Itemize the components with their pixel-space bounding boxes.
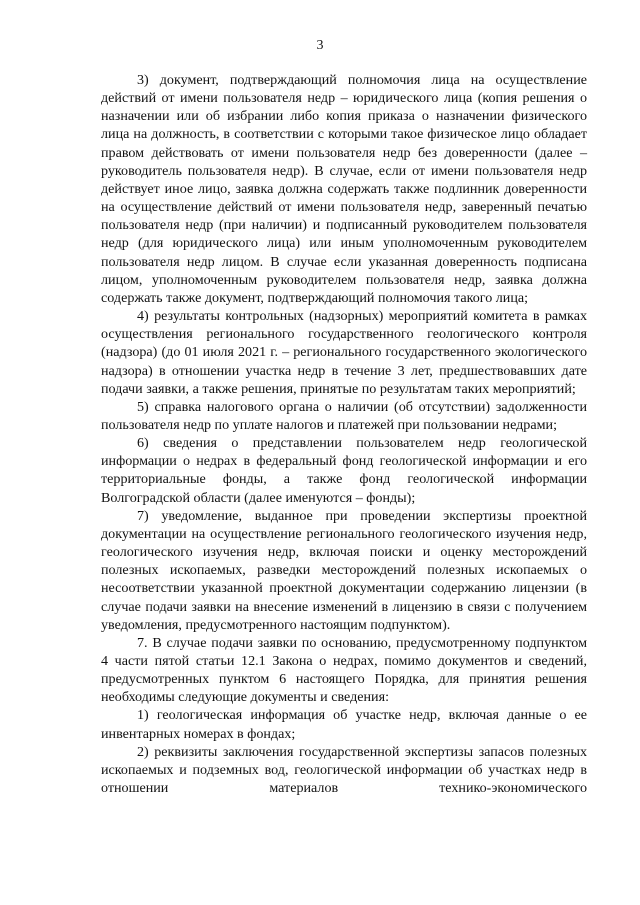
paragraph-clause-7: 7. В случае подачи заявки по основанию, предусмотренному подпунктом 4 части пятой статьи 12.1 Закона о недрах, помимо документов и сведений, предусмотренных пунктом 6 настоящего Порядка, для принятия решения необходимы следующие документы и сведения: [101, 634, 587, 706]
paragraph-subitem-1-geological-info: 1) геологическая информация об участке недр, включая данные о ее инвентарных номерах в фондах; [101, 707, 587, 742]
paragraph-item-7-notification: 7) уведомление, выданное при проведении экспертизы проектной документации на осуществление регионального геологического изучения недр, геологического изучения недр, включая поиски и оценку месторождений полезных ископаемых, разведки месторождений полезных ископаемых о несоответствии указанной проектной документации содержанию лицензии (в случае подачи заявки на внесение изменений в лицензию в связи с получением уведомления, предусмотренного настоящим подпунктом). [101, 507, 587, 633]
paragraph-item-4-control-results: 4) результаты контрольных (надзорных) мероприятий комитета в рамках осуществления регионального государственного геологического контроля (надзора) (до 01 июля 2021 г. – регионального государственного экологического надзора) в отношении участка недр в течение 3 лет, предшествовавших дате подачи заявки, а также решения, принятые по результатам таких мероприятий; [101, 308, 587, 397]
document-body [101, 71, 587, 797]
paragraph-item-5-tax-certificate: 5) справка налогового органа о наличии (об отсутствии) задолженности пользователя недр по уплате налогов и платежей при пользовании недрами; [101, 398, 587, 433]
paragraph-item-6-geological-info: 6) сведения о представлении пользователем недр геологической информации о недрах в федеральный фонд геологической информации и его территориальные фонды, а также фонд геологической информации Волгоградской области (далее именуются – фонды); [101, 435, 587, 506]
page-number: 3 [316, 38, 324, 53]
paragraph-subitem-2-expertise-details: 2) реквизиты заключения государственной экспертизы запасов полезных ископаемых и подземных вод, геологической информации об участках недр в отношении материалов технико-экономического [101, 743, 587, 797]
paragraph-item-3-document-authority: 3) документ, подтверждающий полномочия лица на осуществление действий от имени пользователя недр – юридического лица (копия решения о назначении или об избрании либо копия приказа о назначении физического лица на должность, в соответствии с которыми такое физическое лицо обладает правом действовать от имени пользователя недр без доверенности (далее – руководитель пользователя недр). В случае, если от имени пользователя недр действует иное лицо, заявка должна содержать также подлинник доверенности на осуществление действий от имени пользователя недр, заверенный печатью пользователя недр (при наличии) и подписанный руководителем пользователя недр (для юридического лица) или иным уполномоченным руководителем пользователя недр лицом. В случае если указанная доверенность подписана лицом, уполномоченным руководителем пользователя недр, заявка должна содержать также документ, подтверждающий полномочия такого лица; [101, 72, 587, 306]
